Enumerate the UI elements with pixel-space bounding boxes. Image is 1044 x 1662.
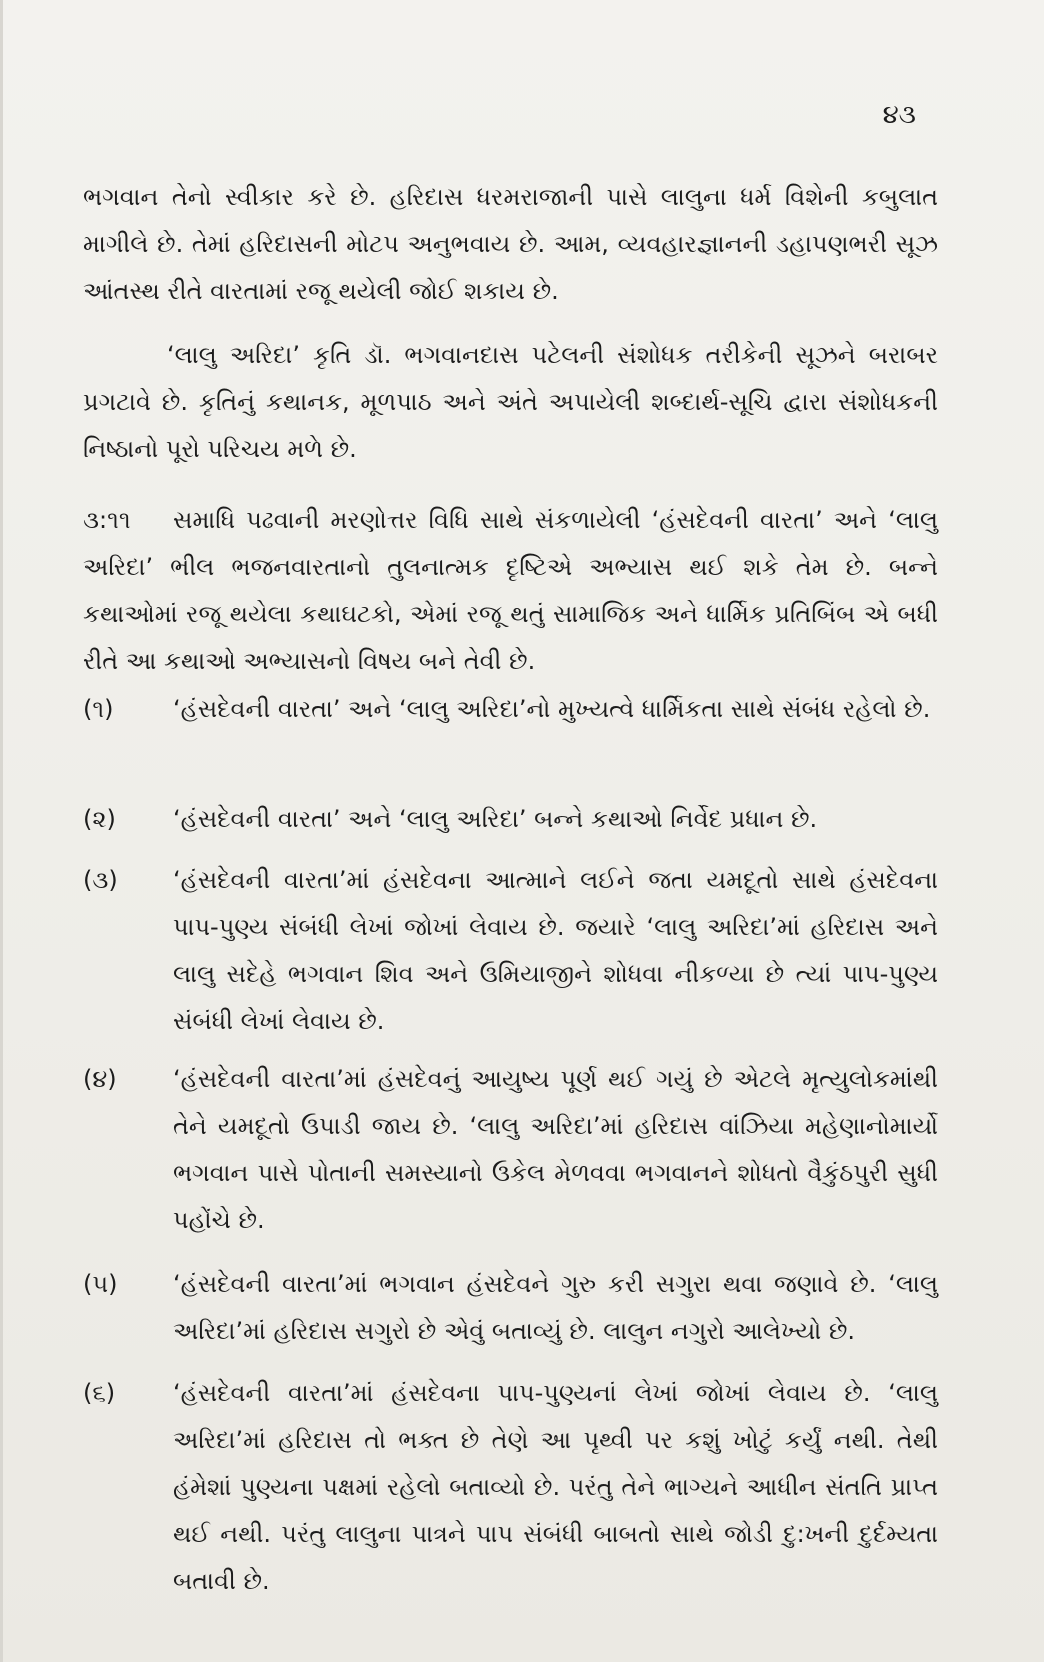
list-item-6 xyxy=(83,1370,938,1605)
list-item-4 xyxy=(83,1056,938,1244)
list-item-text: ‘હંસદેવની વારતા’માં હંસદેવના આત્માને લઈને જતા યમદૂતો સાથે હંસદેવના પાપ-પુણ્ય સંબંધી લેખાં જોખાં લેવાય છે. જયારે ‘લાલુ અરિદા’માં હરિદાસ અને લાલુ સદેહે ભગવાન શિવ અને ઉમિયાજીને શોધવા નીકળ્યા છે ત્યાં પાપ-પુણ્ય સંબંધી લેખાં લેવાય છે. xyxy=(173,866,938,1035)
list-item-text: ‘હંસદેવની વારતા’માં હંસદેવનું આયુષ્ય પૂર્ણ થઈ ગયું છે એટલે મૃત્યુલોકમાંથી તેને યમદૂતો ઉપાડી જાય છે. ‘લાલુ અરિદા’માં હરિદાસ વાંઝિયા મહેણાનોમાર્યો ભગવાન પાસે પોતાની સમસ્યાનો ઉકેલ મેળવવા ભગવાનને શોધતો વૈકુંઠપુરી સુધી પહોંચે છે. xyxy=(173,1065,938,1234)
list-item-number: (૩) xyxy=(83,866,118,894)
section-3-11 xyxy=(83,497,938,685)
paragraph-2 xyxy=(83,332,938,473)
list-item-text: ‘હંસદેવની વારતા’માં ભગવાન હંસદેવને ગુરુ કરી સગુરા થવા જણાવે છે. ‘લાલુ અરિદા’માં હરિદાસ સગુરો છે એવું બતાવ્યું છે. લાલુન નગુરો આલેખ્યો છે. xyxy=(173,1270,938,1345)
list-item-number: (૬) xyxy=(83,1379,116,1407)
list-item-2 xyxy=(83,796,938,843)
list-item-3 xyxy=(83,857,938,1045)
section-text: સમાધિ પઢવાની મરણોત્તર વિધિ સાથે સંકળાયેલી ‘હંસદેવની વારતા’ અને ‘લાલુ અરિદા’ ભીલ ભજનવારતાનો તુલનાત્મક દૃષ્ટિએ અભ્યાસ થઈ શકે તેમ છે. બન્ને કથાઓમાં રજૂ થયેલા કથાઘટકો, એમાં રજૂ થતું સામાજિક અને ધાર્મિક પ્રતિબિંબ એ બધી રીતે આ કથાઓ અભ્યાસનો વિષય બને તેવી છે. xyxy=(83,506,938,675)
paragraph-2-text: ‘લાલુ અરિદા’ કૃતિ ડૉ. ભગવાનદાસ પટેલની સંશોધક તરીકેની સૂઝને બરાબર પ્રગટાવે છે. કૃતિનું કથાનક, મૂળપાઠ અને અંતે અપાયેલી શબ્દાર્થ-સૂચિ દ્વારા સંશોધકની નિષ્ઠાનો પૂરો પરિચય મળે છે. xyxy=(83,341,938,463)
list-item-text: ‘હંસદેવની વારતા’માં હંસદેવના પાપ-પુણ્યનાં લેખાં જોખાં લેવાય છે. ‘લાલુ અરિદા’માં હરિદાસ તો ભક્ત છે તેણે આ પૃથ્વી પર કશું ખોટું કર્યું નથી. તેથી હંમેશાં પુણ્યના પક્ષમાં રહેલો બતાવ્યો છે. પરંતુ તેને ભાગ્યને આધીન સંતતિ પ્રાપ્ત થઈ નથી. પરંતુ લાલુના પાત્રને પાપ સંબંધી બાબતો સાથે જોડી દુ:ખની દુર્દમ્યતા બતાવી છે. xyxy=(173,1379,938,1595)
paragraph-1-text: ભગવાન તેનો સ્વીકાર કરે છે. હરિદાસ ધરમરાજાની પાસે લાલુના ધર્મ વિશેની કબુલાત માગીલે છે. તેમાં હરિદાસની મોટપ અનુભવાય છે. આમ, વ્યવહારજ્ઞાનની ડહાપણભરી સૂઝ આંતસ્થ રીતે વારતામાં રજૂ થયેલી જોઈ શકાય છે. xyxy=(83,183,938,305)
section-paragraph xyxy=(83,497,938,685)
list-item-number: (૧) xyxy=(83,695,114,723)
list-item-1 xyxy=(83,686,938,733)
list-item-5 xyxy=(83,1261,938,1355)
list-item-text: ‘હંસદેવની વારતા’ અને ‘લાલુ અરિદા’નો મુખ્યત્વે ધાર્મિકતા સાથે સંબંધ રહેલો છે. xyxy=(173,695,931,723)
list-item-number: (૫) xyxy=(83,1270,118,1298)
list-item-number: (૪) xyxy=(83,1065,117,1093)
section-number: ૩:૧૧ xyxy=(83,506,131,534)
list-item-text: ‘હંસદેવની વારતા’ અને ‘લાલુ અરિદા’ બન્ને કથાઓ નિર્વેદ પ્રધાન છે. xyxy=(173,805,818,833)
page-number: ૪૩ xyxy=(882,100,916,130)
paragraph-1 xyxy=(83,174,938,315)
list-item-number: (૨) xyxy=(83,805,116,833)
